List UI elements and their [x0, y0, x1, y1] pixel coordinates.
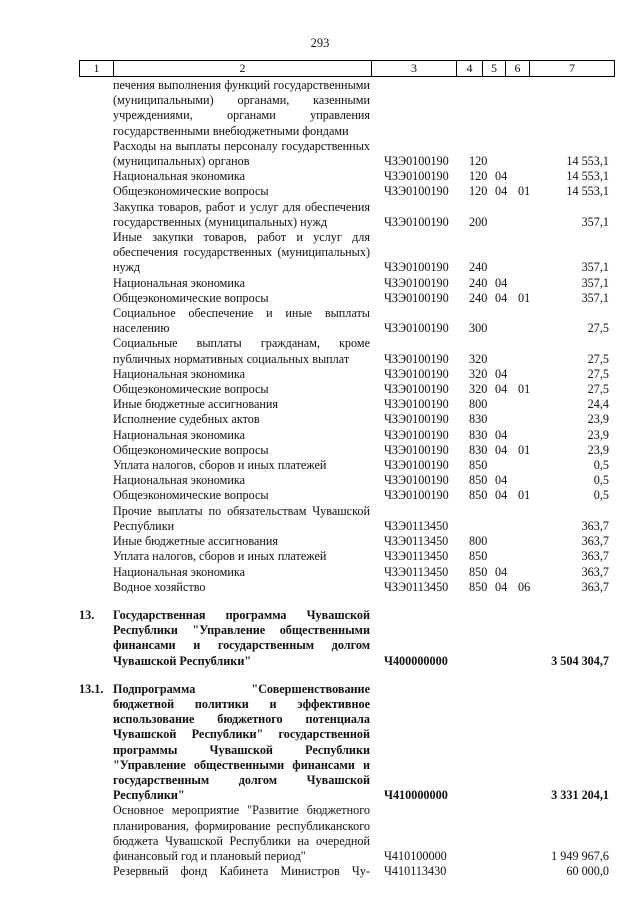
- row-name: Расходы на выплаты персоналу государственных (муниципальных) органов: [113, 138, 370, 169]
- row-amount: 27,5: [587, 321, 609, 336]
- row-name: Общеэкономические вопросы: [113, 442, 269, 457]
- row-expense-type: 200: [469, 214, 488, 229]
- row-section: 04: [495, 366, 508, 381]
- row-amount: 23,9: [587, 412, 609, 427]
- row-name: Национальная экономика: [113, 169, 246, 184]
- row-expense-type: 850: [469, 488, 488, 503]
- row-name: Иные бюджетные ассигнования: [113, 534, 279, 549]
- row-amount: 27,5: [587, 382, 609, 397]
- row-name: Национальная экономика: [113, 427, 246, 442]
- row-amount: 363,7: [581, 518, 609, 533]
- table-row: [79, 382, 615, 397]
- row-target-code: ЧЗЭ0100190: [384, 214, 449, 229]
- row-name: Национальная экономика: [113, 366, 246, 381]
- table-row: [79, 549, 615, 564]
- row-target-code: ЧЗЭ0100190: [384, 260, 449, 275]
- column-header-3: 3: [372, 61, 457, 77]
- row-target-code: ЧЗЭ0113450: [384, 579, 449, 594]
- row-name: Уплата налогов, сборов и иных платежей: [113, 458, 327, 473]
- row-name: Резервный фонд Кабинета Министров Чу-: [113, 864, 370, 879]
- column-header-1: 1: [80, 61, 114, 77]
- row-name: Социальное обеспечение и иные выплаты населению: [113, 306, 370, 336]
- row-amount: 27,5: [587, 366, 609, 381]
- row-amount: 14 553,1: [566, 169, 609, 184]
- row-target-code: ЧЗЭ0100190: [384, 321, 449, 336]
- row-expense-type: 800: [469, 534, 488, 549]
- column-header-4: 4: [457, 61, 483, 77]
- row-number: 13.1.: [79, 681, 104, 696]
- row-expense-type: 320: [469, 366, 488, 381]
- row-expense-type: 120: [469, 184, 488, 199]
- row-name: Национальная экономика: [113, 473, 246, 488]
- row-name: Национальная экономика: [113, 564, 246, 579]
- row-name: Уплата налогов, сборов и иных платежей: [113, 549, 327, 564]
- row-amount: 363,7: [581, 549, 609, 564]
- row-name: Основное мероприятие "Развитие бюджетного планирования, формирование республиканского бюджета Чувашской Республики на очередной финансовый год и плановый период": [113, 803, 370, 863]
- row-target-code: ЧЗЭ0100190: [384, 154, 449, 169]
- row-section: 04: [495, 488, 508, 503]
- row-amount: 14 553,1: [566, 154, 609, 169]
- table-row: [79, 428, 615, 443]
- row-target-code: ЧЗЭ0100190: [384, 275, 449, 290]
- row-amount: 357,1: [581, 214, 609, 229]
- row-amount: 60 000,0: [566, 864, 609, 879]
- row-name: Водное хозяйство: [113, 579, 206, 594]
- row-amount: 3 504 304,7: [551, 653, 609, 668]
- row-number: 13.: [79, 607, 95, 622]
- row-amount: 0,5: [593, 458, 609, 473]
- row-amount: 357,1: [581, 260, 609, 275]
- row-amount: 0,5: [593, 488, 609, 503]
- row-section: 04: [495, 442, 508, 457]
- row-name: Прочие выплаты по обязательствам Чувашской Республики: [113, 503, 370, 533]
- row-target-code: ЧЗЭ0113450: [384, 564, 449, 579]
- row-section: 04: [495, 427, 508, 442]
- row-amount: 357,1: [581, 275, 609, 290]
- row-amount: 1 949 967,6: [551, 848, 609, 863]
- row-subsection: 01: [518, 184, 531, 199]
- row-target-code: ЧЗЭ0100190: [384, 442, 449, 457]
- column-header-row: [80, 61, 615, 77]
- row-section: 04: [495, 184, 508, 199]
- row-amount: 24,4: [587, 397, 609, 412]
- table-row: [79, 565, 615, 580]
- row-target-code: ЧЗЭ0113450: [384, 518, 449, 533]
- row-amount: 23,9: [587, 442, 609, 457]
- row-target-code: ЧЗЭ0100190: [384, 458, 449, 473]
- row-target-code: ЧЗЭ0100190: [384, 488, 449, 503]
- row-target-code: Ч410100000: [384, 848, 447, 863]
- row-expense-type: 850: [469, 473, 488, 488]
- row-subsection: 01: [518, 442, 531, 457]
- table-row: [79, 184, 615, 199]
- row-expense-type: 120: [469, 169, 488, 184]
- row-target-code: ЧЗЭ0100190: [384, 382, 449, 397]
- table-row: [79, 291, 615, 306]
- row-expense-type: 830: [469, 412, 488, 427]
- row-expense-type: 240: [469, 275, 488, 290]
- row-expense-type: 240: [469, 260, 488, 275]
- row-target-code: ЧЗЭ0100190: [384, 397, 449, 412]
- row-expense-type: 830: [469, 442, 488, 457]
- table-row: [79, 608, 615, 669]
- row-name: Государственная программа Чувашской Республики "Управление общественными финансами и государственным долгом Чувашской Республики": [113, 607, 370, 668]
- row-target-code: ЧЗЭ0100190: [384, 169, 449, 184]
- row-name: Общеэкономические вопросы: [113, 488, 269, 503]
- column-header-7: 7: [530, 61, 615, 77]
- table-row: [79, 306, 615, 336]
- column-header-6: 6: [506, 61, 530, 77]
- row-target-code: ЧЗЭ0100190: [384, 290, 449, 305]
- row-name: Закупка товаров, работ и услуг для обеспечения государственных (муниципальных) нужд: [113, 199, 370, 229]
- row-amount: 3 331 204,1: [551, 788, 609, 803]
- budget-table-body: [79, 78, 615, 879]
- row-target-code: ЧЗЭ0100190: [384, 427, 449, 442]
- row-name: Национальная экономика: [113, 275, 246, 290]
- row-subsection: 01: [518, 488, 531, 503]
- row-section: 04: [495, 579, 508, 594]
- row-amount: 363,7: [581, 579, 609, 594]
- row-target-code: ЧЗЭ0113450: [384, 549, 449, 564]
- table-row: [79, 367, 615, 382]
- row-amount: 27,5: [587, 351, 609, 366]
- row-name: Иные закупки товаров, работ и услуг для обеспечения государственных (муниципальных) нужд: [113, 230, 370, 275]
- row-target-code: Ч410000000: [384, 788, 448, 803]
- row-amount: 363,7: [581, 534, 609, 549]
- row-expense-type: 850: [469, 564, 488, 579]
- table-row: [79, 534, 615, 549]
- row-target-code: ЧЗЭ0100190: [384, 351, 449, 366]
- column-header-5: 5: [483, 61, 506, 77]
- row-section: 04: [495, 169, 508, 184]
- row-section: 04: [495, 275, 508, 290]
- row-amount: 14 553,1: [566, 184, 609, 199]
- row-section: 04: [495, 290, 508, 305]
- row-target-code: Ч410113430: [384, 864, 447, 879]
- table-row: [79, 864, 615, 879]
- column-header-2: 2: [114, 61, 372, 77]
- row-target-code: ЧЗЭ0100190: [384, 412, 449, 427]
- row-name: Исполнение судебных актов: [113, 412, 260, 427]
- table-row: [79, 397, 615, 412]
- row-expense-type: 850: [469, 458, 488, 473]
- row-expense-type: 830: [469, 427, 488, 442]
- row-name: Общеэкономические вопросы: [113, 382, 269, 397]
- table-row: [79, 200, 615, 230]
- row-expense-type: 320: [469, 382, 488, 397]
- row-expense-type: 320: [469, 351, 488, 366]
- row-target-code: ЧЗЭ0100190: [384, 366, 449, 381]
- row-amount: 363,7: [581, 564, 609, 579]
- table-row: [79, 443, 615, 458]
- table-row: [79, 169, 615, 184]
- row-expense-type: 850: [469, 579, 488, 594]
- row-target-code: ЧЗЭ0113450: [384, 534, 449, 549]
- table-row: [79, 682, 615, 804]
- row-target-code: ЧЗЭ0100190: [384, 473, 449, 488]
- row-subsection: 06: [518, 579, 531, 594]
- table-row: [79, 504, 615, 534]
- row-expense-type: 300: [469, 321, 488, 336]
- row-amount: 23,9: [587, 427, 609, 442]
- table-row: [79, 230, 615, 276]
- row-section: 04: [495, 382, 508, 397]
- table-row: [79, 276, 615, 291]
- row-amount: 0,5: [593, 473, 609, 488]
- table-row: [79, 473, 615, 488]
- row-expense-type: 240: [469, 290, 488, 305]
- column-header-table: [79, 60, 615, 77]
- row-name: Подпрограмма "Совершенствование бюджетной политики и эффективное использование бюджетного потенциала Чувашской Республики" государственной программы Чувашской Республики "Управление общественными финансами и государственным долгом Чувашской Республики": [113, 681, 370, 803]
- row-amount: 357,1: [581, 290, 609, 305]
- row-name: печения выполнения функций государственными (муниципальными) органами, казенными учреждениями, органами управления государственными внебюджетными фондами: [113, 78, 370, 138]
- row-section: 04: [495, 473, 508, 488]
- row-subsection: 01: [518, 290, 531, 305]
- table-row: [79, 336, 615, 366]
- row-name: Общеэкономические вопросы: [113, 184, 269, 199]
- row-target-code: Ч400000000: [384, 653, 448, 668]
- table-row: [79, 139, 615, 169]
- row-expense-type: 120: [469, 154, 488, 169]
- table-row: [79, 803, 615, 864]
- row-subsection: 01: [518, 382, 531, 397]
- row-name: Иные бюджетные ассигнования: [113, 397, 279, 412]
- row-section: 04: [495, 564, 508, 579]
- row-target-code: ЧЗЭ0100190: [384, 184, 449, 199]
- table-row: [79, 412, 615, 427]
- row-expense-type: 850: [469, 549, 488, 564]
- row-spacer: [79, 595, 615, 608]
- row-name: Социальные выплаты гражданам, кроме публичных нормативных социальных выплат: [113, 336, 370, 366]
- table-row: [79, 78, 615, 139]
- row-spacer: [79, 669, 615, 682]
- row-expense-type: 800: [469, 397, 488, 412]
- row-name: Общеэкономические вопросы: [113, 290, 269, 305]
- page-number: 293: [310, 36, 330, 50]
- table-row: [79, 458, 615, 473]
- table-row: [79, 580, 615, 595]
- table-row: [79, 488, 615, 503]
